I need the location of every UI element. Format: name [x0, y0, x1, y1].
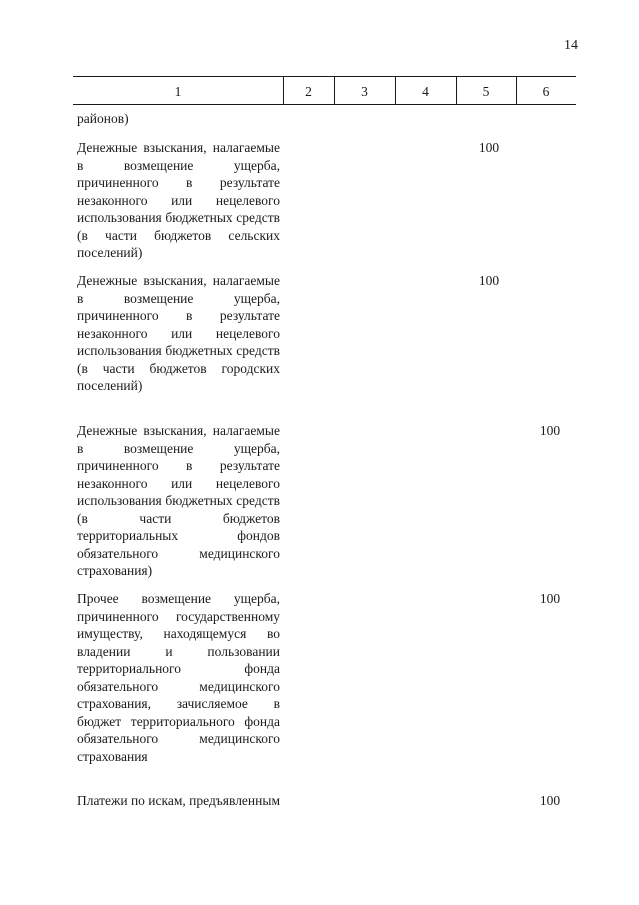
table-row — [77, 110, 577, 128]
row-description: Денежные взыскания, налагаемые в возмещение ущерба, причиненного в результате незаконного или нецелевого использования бюджетных средств (в части бюджетов сельских поселений) — [77, 140, 280, 260]
column-header-5: 5 — [482, 84, 490, 99]
table-row — [77, 590, 577, 765]
row-description: Платежи по искам, предъявленным — [77, 793, 280, 808]
table-row — [77, 422, 577, 580]
page-number: 14 — [564, 38, 578, 53]
row-value-col6: 100 — [539, 423, 561, 438]
row-value-col5: 100 — [478, 140, 500, 155]
row-value-col6: 100 — [539, 591, 561, 606]
table-row — [77, 272, 577, 395]
row-value-col5: 100 — [478, 273, 500, 288]
table-row — [77, 139, 577, 262]
table-row — [77, 792, 577, 810]
row-description: Прочее возмещение ущерба, причиненного государственному имуществу, находящемуся во владении и пользовании территориального фонда обязательного медицинского страхования, зачисляемое в бюджет территориального фонда обязательного медицинского страхования — [77, 591, 280, 764]
column-header-1: 1 — [174, 84, 182, 99]
column-header-2: 2 — [305, 84, 312, 99]
row-description: Денежные взыскания, налагаемые в возмещение ущерба, причиненного в результате незаконного или нецелевого использования бюджетных средств (в части бюджетов территориальных фондов обязательного медицинского страхования) — [77, 423, 280, 578]
column-header-6: 6 — [542, 84, 550, 99]
table-header-top-rule — [73, 76, 576, 77]
row-description: районов) — [77, 111, 129, 126]
column-header-4: 4 — [422, 84, 429, 99]
table-header-bottom-rule — [73, 104, 576, 105]
row-value-col6: 100 — [539, 793, 561, 808]
row-description: Денежные взыскания, налагаемые в возмещение ущерба, причиненного в результате незаконного или нецелевого использования бюджетных средств (в части бюджетов городских поселений) — [77, 273, 280, 393]
column-header-3: 3 — [361, 84, 368, 99]
